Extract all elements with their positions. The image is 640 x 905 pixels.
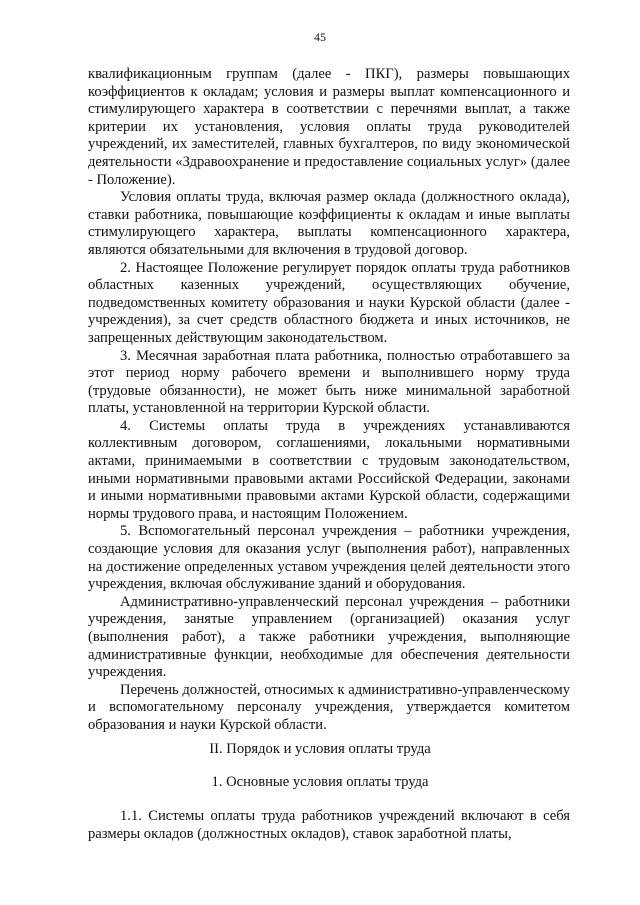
paragraph-continuation: квалификационным группам (далее - ПКГ), размеры повышающих коэффициентов к окладам; условия и размеры выплат компенсационного и стимулирующего характера в соответствии с перечнями выплат, а также критерии их установления, условия оплаты труда руководителей учреждений, их заместителей, главных бухгалтеров, по виду экономической деятельности «Здравоохранение и предоставление социальных услуг» (далее - Положение).: [88, 66, 570, 188]
page-number: 45: [314, 30, 326, 44]
paragraph-3: 3. Месячная заработная плата работника, полностью отработавшего за этот период норму рабочего времени и выполнившего норму труда (трудовые обязанности), не может быть ниже минимальной заработной платы, установленной на территории Курской области.: [88, 347, 570, 417]
body-text: [88, 66, 570, 735]
subsection-heading: 1. Основные условия оплаты труда: [211, 774, 429, 790]
paragraph-4: 4. Системы оплаты труда в учреждениях устанавливаются коллективным договором, соглашениями, локальными нормативными актами, принимаемыми в соответствии с трудовым законодательством, иными нормативными правовыми актами Российской Федерации, законами и иными нормативными правовыми актами Курской области, содержащими нормы трудового права, и настоящим Положением.: [88, 417, 570, 522]
paragraph-2: 2. Настоящее Положение регулирует порядок оплаты труда работников областных казенных учреждений, осуществляющих обучение, подведомственных комитету образования и науки Курской области (далее - учреждения), за счет средств областного бюджета и иных источников, не запрещенных действующим законодательством.: [88, 259, 570, 346]
body-text-continued: [88, 808, 570, 843]
paragraph-conditions: Условия оплаты труда, включая размер оклада (должностного оклада), ставки работника, повышающие коэффициенты к окладам и иные выплаты стимулирующего характера, выплаты компенсационного характера, являются обязательными для включения в трудовой договор.: [88, 189, 570, 258]
paragraph-admin-staff: Административно-управленческий персонал учреждения – работники учреждения, занятые управлением (организацией) оказания услуг (выполнения работ), а также работники учреждения, выполняющие административные функции, необходимые для обеспечения деятельности учреждения.: [88, 593, 570, 681]
paragraph-1-1: 1.1. Системы оплаты труда работников учреждений включают в себя размеры окладов (должностных окладов), ставок заработной платы,: [88, 808, 570, 842]
paragraph-staff-list: Перечень должностей, относимых к административно-управленческому и вспомогательному персоналу учреждения, утверждается комитетом образования и науки Курской области.: [88, 681, 570, 733]
section-heading: II. Порядок и условия оплаты труда: [209, 741, 431, 757]
paragraph-5: 5. Вспомогательный персонал учреждения – работники учреждения, создающие условия для оказания услуг (выполнения работ), направленных на достижение определенных уставом учреждения целей деятельности этого учреждения, включая обслуживание зданий и оборудования.: [88, 523, 570, 593]
